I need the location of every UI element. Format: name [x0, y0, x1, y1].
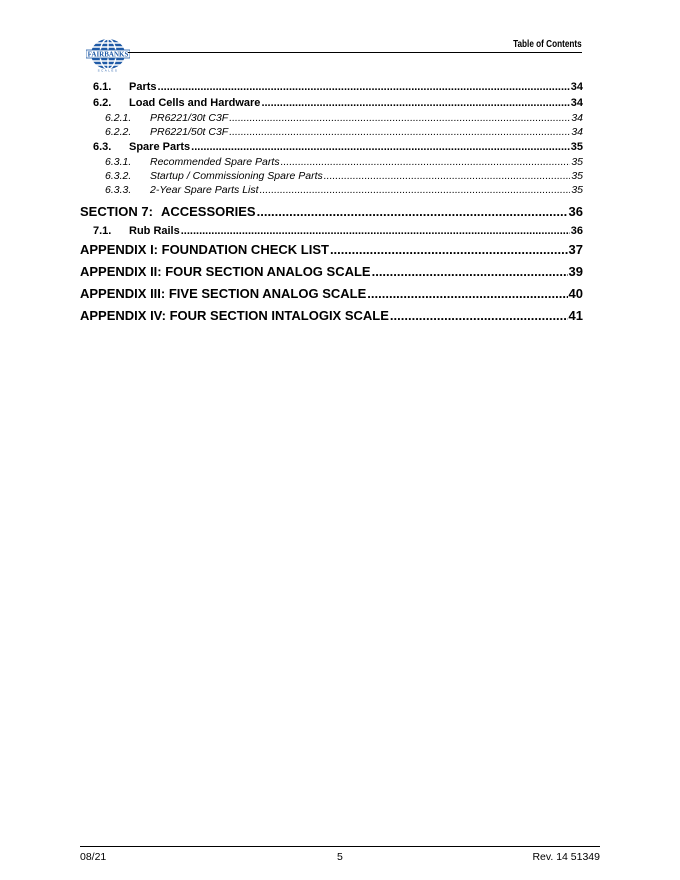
toc-dot-leader [181, 223, 570, 239]
toc-dot-leader [191, 139, 570, 155]
toc-entry-page: 34 [571, 112, 583, 124]
toc-entry-page: 39 [568, 264, 583, 279]
toc-entry-title: APPENDIX I: FOUNDATION CHECK LIST [80, 242, 329, 257]
toc-entry-number: 6.2. [93, 97, 112, 109]
toc-entry-title: Recommended Spare Parts [150, 156, 280, 168]
toc-dot-leader [229, 125, 570, 139]
toc-entry-title: ACCESSORIES [160, 204, 256, 219]
logo-wordmark: FAIRBANKS [87, 50, 129, 59]
toc-entry[interactable] [80, 183, 583, 197]
footer-revision: Rev. 14 51349 [532, 851, 600, 863]
toc-entry-number: 6.2.2. [105, 126, 132, 138]
toc-dot-leader [330, 239, 568, 261]
toc-entry[interactable] [80, 125, 583, 139]
toc-entry-title: Startup / Commissioning Spare Parts [150, 170, 323, 182]
toc-entry-page: 35 [571, 156, 583, 168]
toc-entry[interactable] [80, 111, 583, 125]
page-header [80, 36, 582, 76]
toc-dot-leader [261, 95, 569, 111]
toc-entry-page: 34 [571, 126, 583, 138]
toc-dot-leader [324, 169, 571, 183]
toc-entry[interactable] [80, 283, 583, 305]
toc-dot-leader [367, 283, 567, 305]
toc-entry[interactable] [80, 305, 583, 327]
toc-entry-title: PR6221/50t C3F [150, 126, 229, 138]
footer-page-number: 5 [337, 851, 343, 863]
toc-entry-page: 40 [568, 286, 583, 301]
toc-entry[interactable] [80, 95, 583, 111]
toc-entry-number: SECTION 7: [80, 204, 153, 219]
toc-entry[interactable] [80, 201, 583, 223]
toc-entry-title: Parts [129, 81, 157, 93]
toc-entry-number: 6.3.2. [105, 170, 132, 182]
toc-dot-leader [257, 201, 568, 223]
toc-entry-number: 6.1. [93, 81, 112, 93]
toc-entry-page: 35 [571, 170, 583, 182]
toc-entry-page: 41 [568, 308, 583, 323]
toc-entry-title: APPENDIX II: FOUR SECTION ANALOG SCALE [80, 264, 371, 279]
toc-entry-title: PR6221/30t C3F [150, 112, 229, 124]
toc-entry-page: 35 [570, 141, 583, 153]
toc-entry[interactable] [80, 239, 583, 261]
toc-dot-leader [372, 261, 568, 283]
toc-entry-page: 35 [571, 184, 583, 196]
toc-entry-title: Rub Rails [129, 225, 180, 237]
toc-entry-title: APPENDIX IV: FOUR SECTION INTALOGIX SCALE [80, 308, 389, 323]
fairbanks-logo [86, 38, 130, 72]
toc-entry-page: 34 [570, 81, 583, 93]
toc-dot-leader [260, 183, 571, 197]
toc-entry-number: 6.2.1. [105, 112, 132, 124]
toc-entry-number: 6.3.3. [105, 184, 132, 196]
toc-dot-leader [390, 305, 568, 327]
logo-subtext: SCALES [97, 68, 119, 72]
toc-entry[interactable] [80, 169, 583, 183]
toc-dot-leader [158, 79, 570, 95]
toc-dot-leader [281, 155, 571, 169]
toc-dot-leader [229, 111, 570, 125]
toc-entry-title: Spare Parts [129, 141, 191, 153]
header-title: Table of Contents [513, 39, 582, 50]
toc-entry-page: 36 [570, 225, 583, 237]
toc-entry[interactable] [80, 261, 583, 283]
header-rule [128, 52, 582, 53]
toc-entry-title: APPENDIX III: FIVE SECTION ANALOG SCALE [80, 286, 367, 301]
toc-entry-number: 7.1. [93, 225, 112, 237]
table-of-contents [80, 79, 583, 327]
toc-entry-number: 6.3.1. [105, 156, 132, 168]
toc-entry[interactable] [80, 155, 583, 169]
toc-entry[interactable] [80, 79, 583, 95]
toc-entry[interactable] [80, 139, 583, 155]
toc-entry-page: 36 [568, 204, 583, 219]
toc-entry-page: 34 [570, 97, 583, 109]
toc-entry-title: Load Cells and Hardware [129, 97, 261, 109]
toc-entry-title: 2-Year Spare Parts List [150, 184, 259, 196]
page-footer [80, 846, 600, 863]
footer-date: 08/21 [80, 851, 107, 863]
toc-entry[interactable] [80, 223, 583, 239]
toc-entry-page: 37 [568, 242, 583, 257]
toc-entry-number: 6.3. [93, 141, 112, 153]
